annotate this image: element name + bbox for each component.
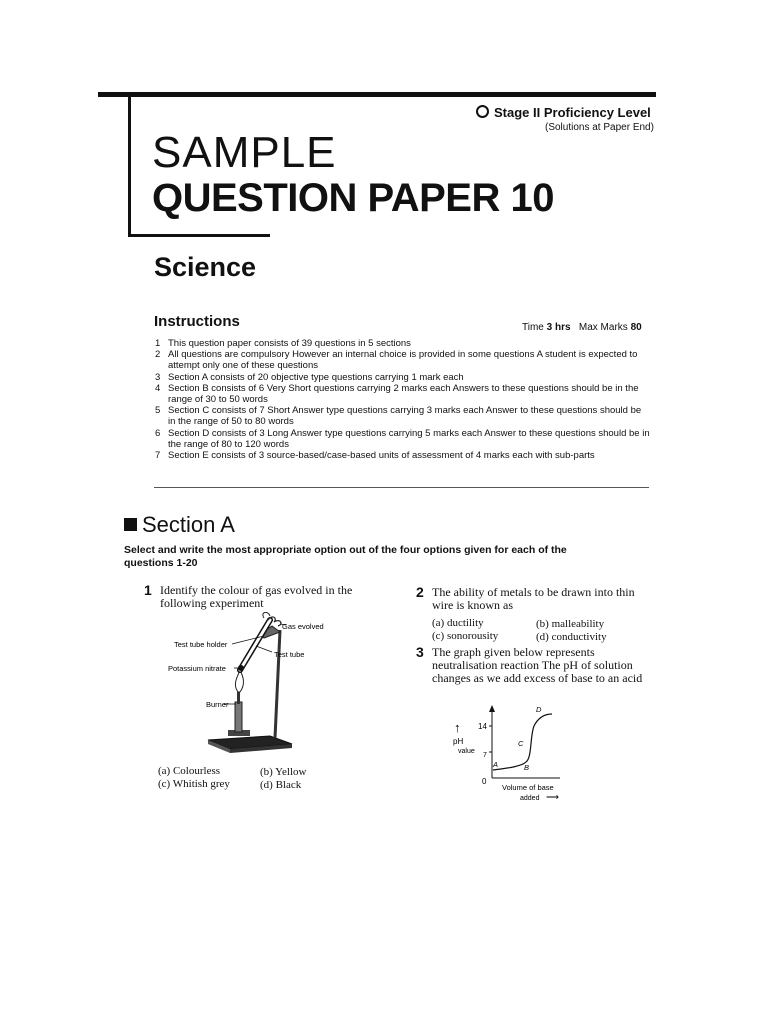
point-c-label: C: [518, 739, 524, 748]
solutions-note: (Solutions at Paper End): [545, 122, 654, 133]
burner: [235, 702, 242, 732]
option-d[interactable]: (d) Black: [260, 779, 302, 791]
section-a-title: [124, 512, 235, 538]
question-3: [416, 644, 657, 685]
instruction-text: Section B consists of 6 Very Short questions carrying 2 marks each Answers to these questions should be in the range of 30 to 50 words: [168, 382, 639, 406]
leader-tube: [256, 646, 272, 652]
marks-label: Max Marks: [578, 322, 628, 333]
question-1-options: [158, 765, 358, 793]
value-label: value: [458, 748, 475, 755]
instructions-title: Instructions: [154, 313, 240, 330]
title-frame-left: [128, 97, 131, 237]
label-test-tube-holder: Test tube holder: [174, 640, 228, 649]
label-test-tube: Test tube: [274, 650, 305, 659]
option-b[interactable]: (b) Yellow: [260, 766, 307, 778]
instruction-item: [155, 450, 650, 461]
question-number: 3: [416, 644, 424, 660]
stage-label: [476, 105, 651, 120]
question-1: [144, 582, 385, 610]
label-potassium-nitrate: Potassium nitrate: [168, 664, 226, 673]
x-label-line1: Volume of base: [502, 783, 554, 792]
time-value: 3 hrs: [546, 322, 571, 333]
question-number: 1: [144, 582, 152, 598]
stage-text: Stage II Proficiency Level: [494, 105, 651, 120]
instruction-text: Section D consists of 3 Long Answer type questions carrying 5 marks each Answer to these questions should be in the range of 80 to 120 words: [168, 427, 650, 450]
instruction-num: 2: [155, 349, 161, 361]
question-number: 2: [416, 584, 424, 600]
x-label-line2: added: [520, 795, 540, 802]
instruction-num: 4: [155, 382, 161, 394]
instruction-text: Section E consists of 3 source-based/case-based units of assessment of 4 marks each with sub-parts: [168, 450, 595, 462]
arrow-up-label: ↑: [454, 720, 461, 735]
option-c[interactable]: (c) sonorousity: [432, 630, 499, 642]
section-divider: [154, 487, 649, 488]
title-question-paper: QUESTION PAPER 10: [152, 176, 554, 220]
flame: [235, 670, 243, 692]
y-mid-label: 7: [483, 752, 487, 759]
square-bullet-icon: [124, 518, 137, 531]
origin-label: 0: [482, 777, 487, 786]
instruction-num: 6: [155, 427, 161, 439]
question-2: [416, 584, 657, 612]
marks-value: 80: [630, 322, 642, 333]
instruction-text: This question paper consists of 39 questions in 5 sections: [168, 338, 411, 349]
instruction-num: 7: [155, 450, 161, 462]
instruction-item: [155, 372, 650, 383]
test-tube-inner: [240, 620, 270, 670]
question-2-options: [432, 617, 657, 645]
stand-rod: [275, 630, 280, 738]
y-top-label: 14: [478, 722, 487, 731]
point-a-label: A: [493, 760, 499, 769]
title-sample: SAMPLE: [152, 128, 337, 177]
instructions-list: [155, 338, 650, 461]
gas-wisp: [263, 612, 270, 618]
instruction-num: 3: [155, 371, 161, 383]
title-frame-bottom: [128, 234, 270, 237]
y-axis-arrowhead: [489, 705, 495, 712]
option-d[interactable]: (d) conductivity: [536, 631, 607, 643]
option-c[interactable]: (c) Whitish grey: [158, 778, 230, 790]
subject-title: Science: [154, 252, 257, 282]
label-gas-evolved: Gas evolved: [282, 622, 324, 631]
instruction-item: [155, 349, 650, 371]
section-a-text: Section A: [142, 512, 235, 537]
instruction-item: [155, 338, 650, 349]
point-b-label: B: [524, 763, 530, 772]
instruction-item: [155, 383, 650, 405]
instruction-text: Section C consists of 7 Short Answer type questions carrying 3 marks each Answer to these questions should be in the range of 50 to 80 words: [168, 405, 642, 428]
instruction-item: [155, 428, 650, 450]
question-text: The ability of metals to be drawn into thin wire is known as: [432, 585, 635, 612]
time-label: Time: [522, 322, 544, 333]
top-rule: [98, 92, 656, 97]
instruction-item: [155, 405, 650, 427]
question-text: Identify the colour of gas evolved in the following experiment: [160, 583, 353, 610]
arrow-right-label: ⟶: [546, 792, 559, 802]
point-d-label: D: [536, 705, 542, 714]
option-a[interactable]: (a) Colourless: [158, 765, 221, 777]
label-burner: Burner: [206, 700, 229, 709]
instruction-num: 5: [155, 405, 161, 417]
instruction-text: Section A consists of 20 objective type questions carrying 1 mark each: [168, 371, 464, 383]
circle-bullet-icon: [476, 105, 489, 118]
section-a-instruction: Select and write the most appropriate option out of the four options given for each of the questions 1-20: [124, 544, 567, 569]
question-text: The graph given below represents neutralisation reaction The pH of solution changes as we add excess of base to an acid: [432, 645, 643, 685]
option-a[interactable]: (a) ductility: [432, 617, 484, 629]
option-b[interactable]: (b) malleability: [536, 618, 605, 630]
ph-label: pH: [453, 737, 464, 746]
instruction-text: All questions are compulsory However an internal choice is provided in some questions A student is expected to attempt only one of these questions: [168, 349, 638, 372]
heating-apparatus-diagram: [160, 612, 360, 762]
instruction-num: 1: [155, 338, 161, 349]
ph-graph: [440, 702, 590, 810]
time-marks: [522, 322, 642, 333]
burner-tube: [237, 692, 240, 704]
